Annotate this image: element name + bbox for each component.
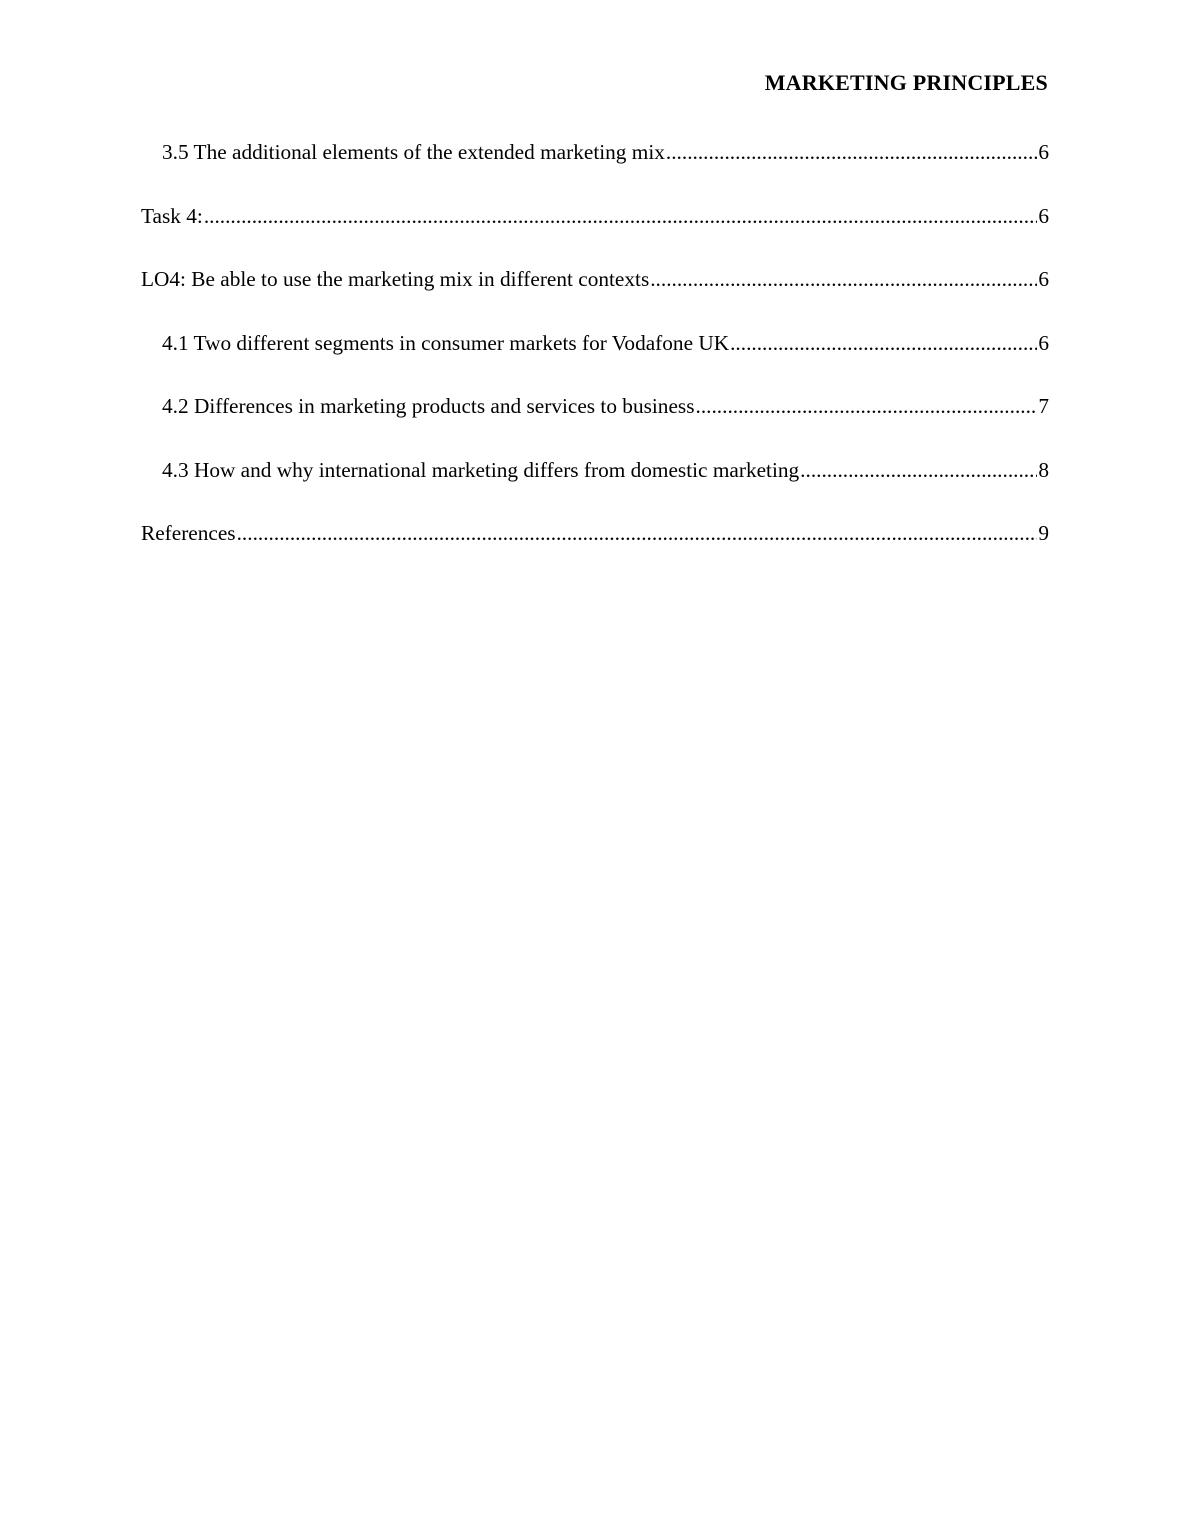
toc-dot-leader bbox=[666, 140, 1037, 165]
toc-entry-page-number: 8 bbox=[1038, 457, 1049, 482]
toc-entry-4-3[interactable] bbox=[141, 458, 1049, 522]
toc-entry-lo4[interactable] bbox=[141, 267, 1049, 331]
toc-entry-label: 3.5 The additional elements of the extended marketing mix bbox=[162, 140, 665, 164]
toc-entry-label: 4.1 Two different segments in consumer markets for Vodafone UK bbox=[162, 330, 730, 355]
toc-entry-label: 4.2 Differences in marketing products and services to business bbox=[162, 394, 695, 418]
toc-entry-page-number: 6 bbox=[1038, 140, 1049, 164]
toc-entry-label: LO4: Be able to use the marketing mix in different contexts bbox=[141, 267, 650, 291]
table-of-contents bbox=[141, 140, 1049, 585]
toc-entry-page-number: 6 bbox=[1038, 330, 1049, 355]
toc-dot-leader bbox=[800, 458, 1037, 483]
toc-entry-4-2[interactable] bbox=[141, 394, 1049, 458]
toc-entry-page-number: 7 bbox=[1038, 394, 1049, 418]
toc-entry-label: References bbox=[141, 521, 236, 545]
toc-entry-page-number: 9 bbox=[1038, 521, 1049, 545]
toc-entry-label: Task 4: bbox=[141, 203, 203, 228]
toc-dot-leader bbox=[204, 204, 1038, 229]
toc-entry-4-1[interactable] bbox=[141, 331, 1049, 395]
toc-entry-page-number: 6 bbox=[1038, 203, 1049, 228]
toc-entry-label: 4.3 How and why international marketing differs from domestic marketing bbox=[162, 457, 800, 482]
toc-dot-leader bbox=[730, 331, 1037, 356]
toc-entry-references[interactable] bbox=[141, 521, 1049, 585]
toc-dot-leader bbox=[696, 394, 1038, 419]
toc-dot-leader bbox=[650, 267, 1037, 292]
toc-entry-3-5[interactable] bbox=[141, 140, 1049, 204]
toc-dot-leader bbox=[237, 521, 1038, 546]
running-header-title: MARKETING PRINCIPLES bbox=[764, 70, 1048, 95]
toc-entry-task-4[interactable] bbox=[141, 204, 1049, 268]
toc-entry-page-number: 6 bbox=[1038, 267, 1049, 291]
